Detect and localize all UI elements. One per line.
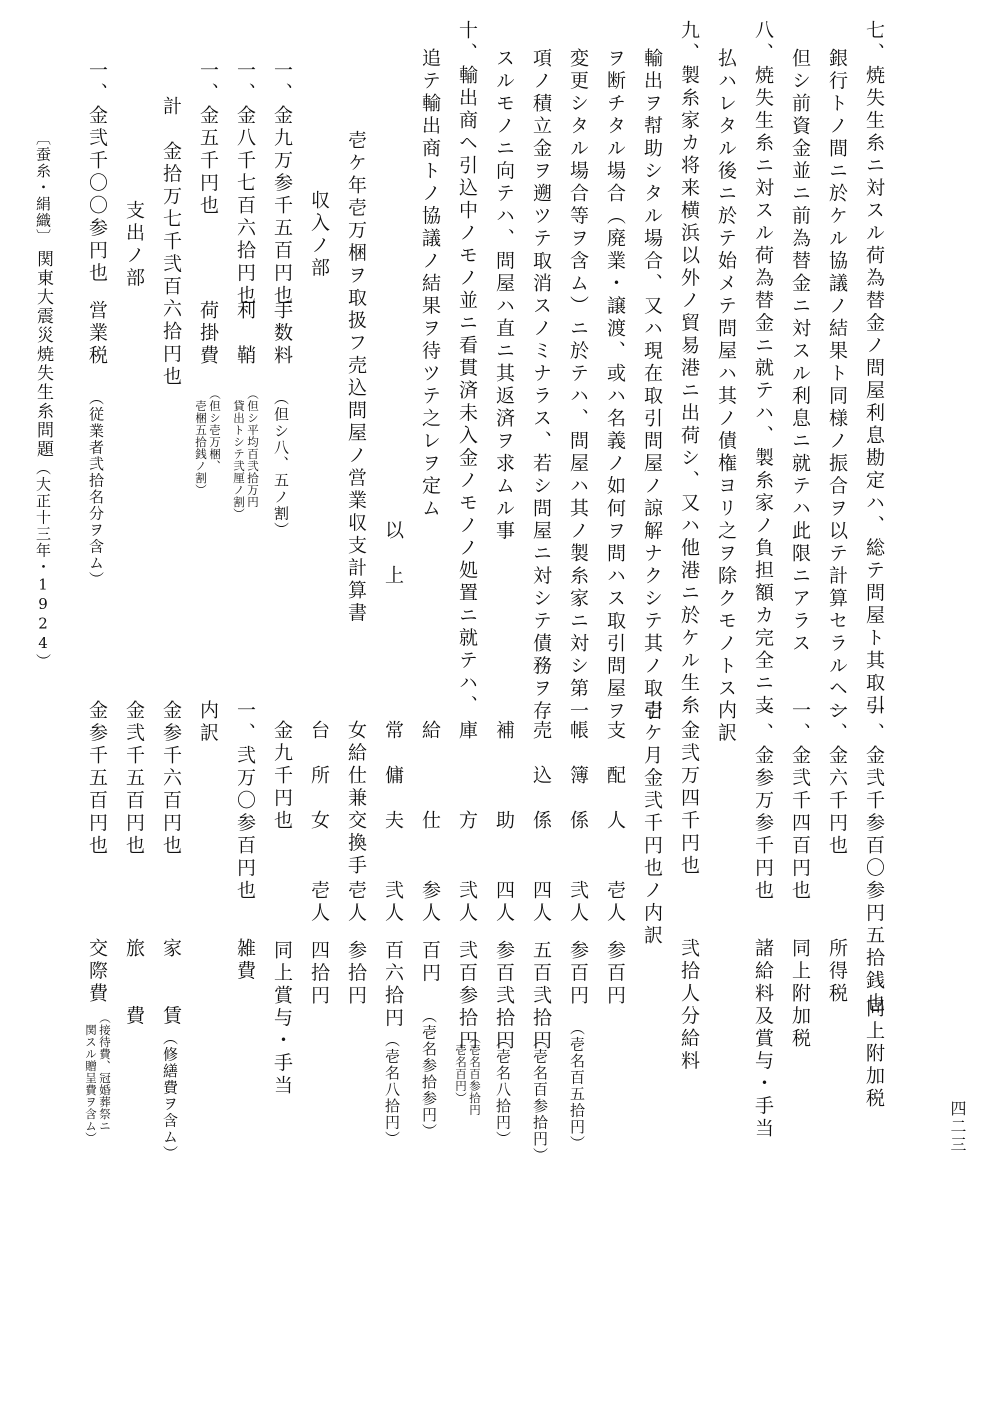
misc-3-amount: 金参千五百円也 — [86, 700, 108, 858]
staff-9-count: 壱人 — [308, 880, 330, 925]
staff-7-count: 弐人 — [382, 880, 404, 925]
staff-4-count: 四人 — [493, 880, 515, 925]
staff-7-note: （壱名八拾円） — [383, 1032, 401, 1148]
clause-9-line-5: 項ノ積立金ヲ遡ツテ取消スノミナラス、若シ問屋ニ対シテ債務ヲ存 — [530, 48, 552, 723]
income-3-label: 荷掛費 — [197, 300, 219, 368]
expense-2-label: 同上附加税 — [863, 998, 885, 1111]
clause-7-line-1: 七、焼失生糸ニ対スル荷為替金ノ問屋利息勘定ハ、総テ問屋ト其取引 — [863, 20, 885, 718]
staff-3-role: 売 込 係 — [530, 720, 552, 833]
income-1-label: 手数料 — [271, 300, 293, 368]
header-title: 関東大震災焼失生糸問題 — [33, 250, 53, 459]
staff-6-role: 給 仕 — [419, 720, 441, 833]
breakdown-label-2: 内訳 — [197, 700, 219, 745]
clause-9-line-2: 輸出ヲ幇助シタル場合、又ハ現在取引問屋ノ諒解ナクシテ其ノ取引 — [641, 48, 663, 723]
income-total: 計 金拾万七千弐百六拾円也 — [160, 96, 182, 389]
staff-6-count: 参人 — [419, 880, 441, 925]
header-category: 〔蚕糸・絹織〕 — [34, 130, 52, 246]
clause-10-line-2: 追テ輸出商トノ協議ノ結果ヲ待ツテ之レヲ定ム — [419, 48, 441, 521]
staff-8-pay: 参拾円 — [345, 940, 367, 1008]
income-2-note-b: 貸出トシテ弐厘ノ割） — [232, 388, 246, 520]
expense-1-note: （従業者弐拾名分ヲ含ム） — [87, 390, 105, 588]
misc-label: 雑費 — [234, 938, 256, 983]
staff-5-pay: 弐百参拾円 — [456, 940, 478, 1053]
clause-9-line-6: スルモノニ向テハ、問屋ハ直ニ其返済ヲ求ムル事 — [493, 48, 515, 543]
income-heading: 収入ノ部 — [308, 190, 330, 280]
misc-1-label: 家 賃 — [160, 938, 182, 1028]
staff-9-pay: 四拾円 — [308, 940, 330, 1008]
clause-9-line-3: ヲ断チタル場合（廃業・譲渡、或ハ名義ノ如何ヲ問ハス取引問屋ヲ — [604, 48, 626, 723]
expense-heading: 支出ノ部 — [123, 200, 145, 290]
staff-9-role: 台 所 女 — [308, 720, 330, 833]
misc-1-note: （修繕費ヲ含ム） — [161, 1030, 179, 1162]
expense-1-amount: 一、金弐千〇〇参円也 — [86, 60, 108, 285]
expense-6-amount: 一、金参万参千円也 — [752, 700, 774, 903]
income-2-label: 利 鞘 — [234, 300, 256, 368]
clause-9-line-1: 九、製糸家カ将来横浜以外ノ貿易港ニ出荷シ、又ハ他港ニ於ケル生糸 — [678, 20, 700, 718]
misc-2-label: 旅 費 — [123, 938, 145, 1028]
staff-4-pay: 参百弐拾円 — [493, 940, 515, 1053]
misc-3-note-a: （接待費、冠婚葬祭ニ — [98, 1012, 112, 1132]
clause-8-line-2: 払ハレタル後ニ於テ始メテ問屋ハ其ノ債権ヨリ之ヲ除クモノトス — [715, 48, 737, 701]
clause-10-line-1: 十、輸出商ヘ引込中ノモノ並ニ看貫済未入金ノモノノ処置ニ就テハ、 — [456, 20, 478, 718]
staff-2-count: 弐人 — [567, 880, 589, 925]
staff-5-note-a: （壱名百参拾円 — [468, 1032, 482, 1116]
bonus-amount: 金九千円也 — [271, 720, 293, 833]
income-2-note-a: （但シ平均百弐拾万円 — [246, 388, 260, 508]
staff-8-role: 女給仕兼交換手 — [345, 720, 367, 878]
staff-2-note: （壱名百五拾円） — [568, 1020, 586, 1152]
salary-note: 弐拾人分給料 — [678, 938, 700, 1073]
staff-1-count: 壱人 — [604, 880, 626, 925]
staff-8-count: 壱人 — [345, 880, 367, 925]
expense-6-label: 諸給料及賞与・手当 — [752, 938, 774, 1141]
header-year: （大正十三年・1924） — [34, 460, 52, 670]
staff-5-role: 庫 方 — [456, 720, 478, 833]
staff-4-note: （壱名八拾円） — [494, 1032, 512, 1148]
staff-5-note-b: 壱名百円） — [454, 1032, 468, 1104]
staff-3-note: （壱名百参拾円） — [531, 1032, 549, 1164]
misc-2-amount: 金弐千五百円也 — [123, 700, 145, 858]
clause-7-line-2: 銀行トノ間ニ於ケル協議ノ結果ト同様ノ振合ヲ以テ計算セラルヘシ — [826, 48, 848, 723]
expense-5-label: 同上附加税 — [789, 938, 811, 1051]
staff-4-role: 補 助 — [493, 720, 515, 833]
staff-3-pay: 五百弐拾円 — [530, 940, 552, 1053]
income-2-amount: 一、金八千七百六拾円也 — [234, 60, 256, 308]
expense-1-label: 営業税 — [86, 300, 108, 368]
staff-6-note: （壱名参拾参円） — [420, 1008, 438, 1140]
income-3-amount: 一、金五千円也 — [197, 60, 219, 218]
income-1-amount: 一、金九万参千五百円也 — [271, 60, 293, 308]
staff-5-count: 弐人 — [456, 880, 478, 925]
salary-total: 金弐万四千円也 — [678, 720, 700, 878]
page-number: 四二三 — [948, 1100, 967, 1154]
expense-4-amount: 一、金六千円也 — [826, 700, 848, 858]
expense-5-amount: 一、金弐千四百円也 — [789, 700, 811, 903]
misc-amount: 一、弐万〇参百円也 — [234, 700, 256, 903]
staff-6-pay: 百円 — [419, 940, 441, 985]
staff-2-pay: 参百円 — [567, 940, 589, 1008]
staff-2-role: 帳 簿 係 — [567, 720, 589, 833]
misc-3-note-b: 関スル贈呈費ヲ含ム） — [84, 1012, 98, 1144]
clause-7-line-3: 但シ前資金並ニ前為替金ニ対スル利息ニ就テハ此限ニアラス — [789, 48, 811, 656]
ijo-end-mark: 以 上 — [382, 520, 404, 588]
staff-1-role: 支 配 人 — [604, 720, 626, 833]
bonus-label: 同上賞与・手当 — [271, 940, 293, 1098]
income-3-note-b: 壱梱五拾銭ノ割） — [194, 388, 208, 496]
breakdown-label-1: 内訳 — [715, 700, 737, 745]
staff-3-count: 四人 — [530, 880, 552, 925]
clause-8-line-1: 八、焼失生糸ニ対スル荷為替金ニ就テハ、製糸家ノ負担額カ完全ニ支 — [752, 20, 774, 718]
section-title: 壱ケ年壱万梱ヲ取扱フ売込問屋ノ営業収支計算書 — [345, 130, 367, 625]
misc-1-amount: 金参千六百円也 — [160, 700, 182, 858]
income-3-note-a: （但シ壱万梱、 — [208, 388, 222, 472]
expense-2-amount: 一、金弐千参百〇参円五拾銭也 — [863, 700, 885, 1015]
staff-7-pay: 百六拾円 — [382, 940, 404, 1030]
monthly-breakdown: 壱ケ月金弐千円也ノ内訳 — [641, 700, 663, 948]
income-1-note: （但シ八、五ノ割） — [272, 390, 290, 539]
staff-7-role: 常 傭 夫 — [382, 720, 404, 833]
clause-9-line-4: 変更シタル場合等ヲ含ム）ニ於テハ、問屋ハ其ノ製糸家ニ対シ第一 — [567, 48, 589, 723]
misc-3-label: 交際費 — [86, 938, 108, 1006]
staff-1-pay: 参百円 — [604, 940, 626, 1008]
expense-3-label: 所得税 — [826, 938, 848, 1006]
